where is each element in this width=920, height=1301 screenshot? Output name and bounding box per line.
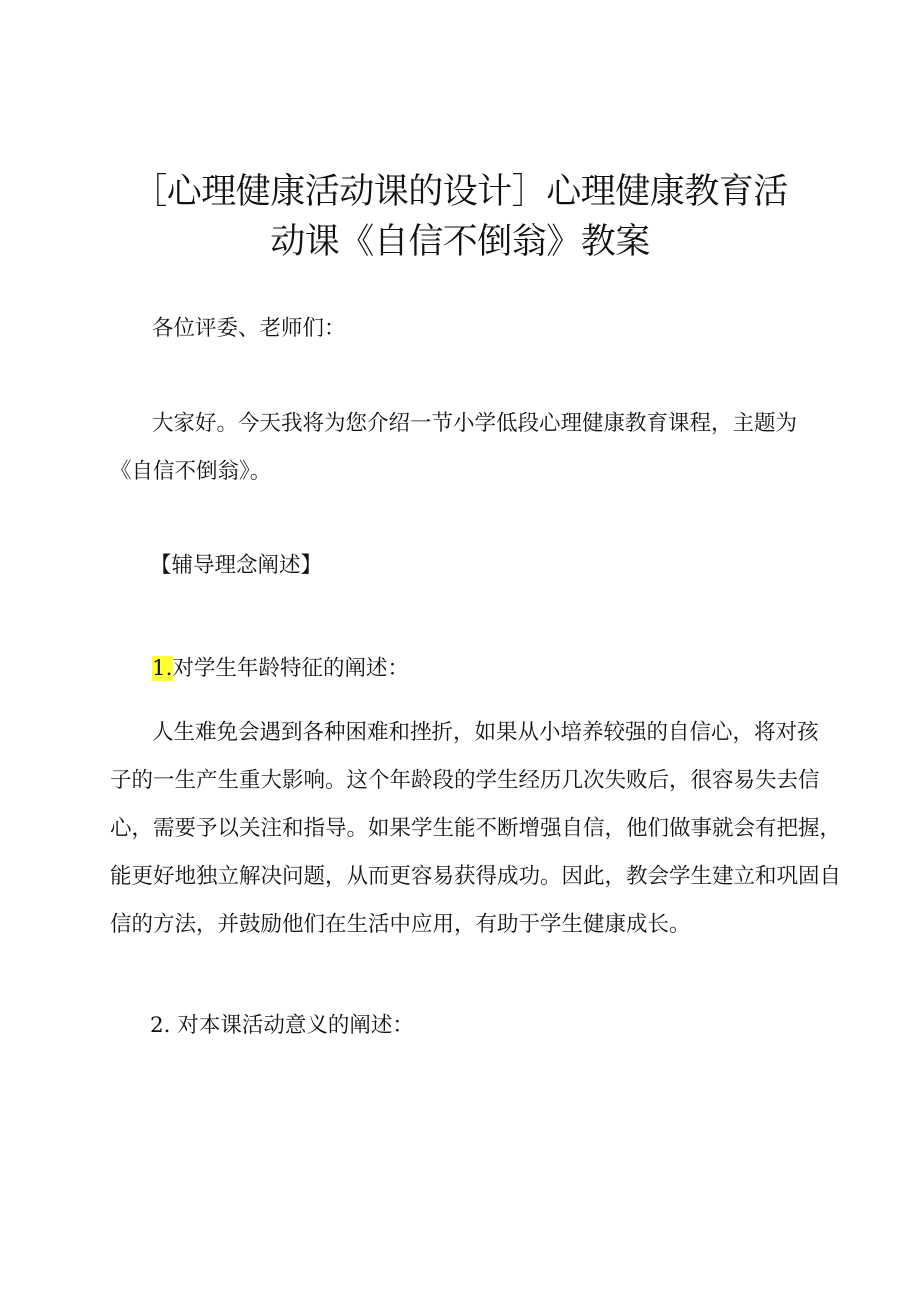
- item-1-number-highlight: 1.: [152, 656, 173, 681]
- item-1-paragraph: [110, 709, 842, 949]
- document-title: [120, 167, 800, 267]
- paragraph-line-3: 心，需要予以关注和指导。如果学生能不断增强自信，他们做事就会有把握，: [110, 816, 842, 841]
- greeting: 各位评委、老师们：: [152, 316, 346, 341]
- paragraph-line-1: 人生难免会遇到各种困难和挫折，如果从小培养较强的自信心，将对孩: [152, 720, 819, 745]
- paragraph-line-2: 子的一生产生重大影响。这个年龄段的学生经历几次失败后，很容易失去信: [110, 768, 820, 793]
- title-line-1: ［心理健康活动课的设计］心理健康教育活: [132, 172, 788, 212]
- intro-line-2: 《自信不倒翁》。: [110, 459, 272, 484]
- title-line-2: 动课《自信不倒翁》教案: [270, 222, 650, 262]
- item-2-heading: 2. 对本课活动意义的阐述：: [150, 1013, 414, 1038]
- section-heading: 【辅导理念阐述】: [150, 553, 323, 578]
- intro-line-1: 大家好。今天我将为您介绍一节小学低段心理健康教育课程，主题为: [152, 411, 798, 436]
- item-1-heading: [152, 652, 409, 686]
- paragraph-line-4: 能更好地独立解决问题，从而更容易获得成功。因此，教会学生建立和巩固自: [110, 864, 842, 889]
- paragraph-line-5: 信的方法，并鼓励他们在生活中应用，有助于学生健康成长。: [110, 912, 691, 937]
- item-1-label: 对学生年龄特征的阐述：: [172, 656, 410, 681]
